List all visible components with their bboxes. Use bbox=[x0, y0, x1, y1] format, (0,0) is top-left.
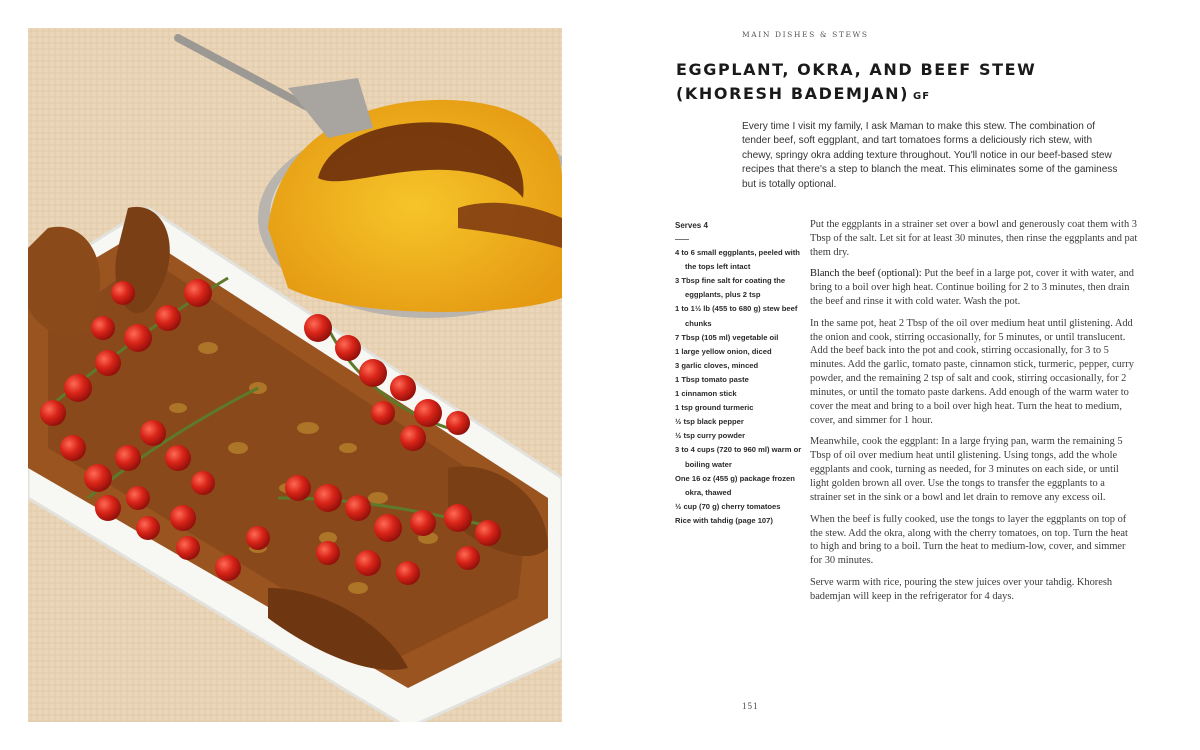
method-paragraph: Put the eggplants in a strainer set over a bowl and generously coat them with 3 Tbsp of the salt. Let sit for at least 30 minutes, then rinse the eggplants and pat them dry. bbox=[810, 219, 1138, 258]
ingredient-item: Rice with tahdig (page 107) bbox=[675, 515, 773, 525]
recipe-title bbox=[676, 58, 1146, 109]
ingredient-item: One 16 oz (455 g) package frozen okra, thawed bbox=[675, 473, 795, 497]
ingredient-item: 3 Tbsp fine salt for coating the eggplants, plus 2 tsp bbox=[675, 276, 786, 300]
recipe-title-text: EGGPLANT, OKRA, AND BEEF STEW (KHORESH BADEMJAN) bbox=[676, 60, 1037, 103]
ingredient-item: 3 to 4 cups (720 to 960 ml) warm or boiling water bbox=[675, 445, 802, 469]
food-photo bbox=[28, 28, 562, 722]
method-paragraph: In the same pot, heat 2 Tbsp of the oil over medium heat until glistening. Add the onion and cook, stirring occasionally, for 5 minutes, or until translucent. Add the beef back into the pot and cook, stirring occasionally, for 3 to 5 minutes. Add the garlic, tomato paste, cinnamon stick, turmeric, pepper, curry powder, and the remaining 2 tsp of salt and cook, stirring occasionally, for 2 minutes, or until the tomato paste darkens. Add enough of the warm water to cover the meat and bring to a boil over high heat. Turn the heat to medium, cover, and simmer for 1 hour. bbox=[810, 317, 1134, 426]
ingredient-item: 1 tsp ground turmeric bbox=[675, 403, 754, 413]
ingredient-item: 1 large yellow onion, diced bbox=[675, 346, 772, 356]
recipe-intro: Every time I visit my family, I ask Maman to make this stew. The combination of tender beef, soft eggplant, and tart tomatoes forms a deliciously rich stew, with chewy, springy okra adding texture throughout. You'll notice in our beef-based stew recipes that there's a step to blanch the meat. This eliminates some of the gaminess but is totally optional. bbox=[742, 121, 1118, 190]
ingredient-item: 1 Tbsp tomato paste bbox=[675, 374, 749, 384]
step-text: Put the beef in a large pot, cover it with water, and bring to a boil over high heat. Continue boiling for 2 to 3 minutes, then drain the beef and rinse it with cold water. Wash the pot. bbox=[810, 268, 1135, 308]
method-paragraph: When the beef is fully cooked, use the tongs to layer the eggplants on top of the stew. Add the okra, along with the cherry tomatoes, on top. Turn the heat to high and bring to a boil. Turn the heat to medium-low, cover, and simmer for 30 minutes. bbox=[810, 513, 1128, 567]
ingredient-item: 7 Tbsp (105 ml) vegetable oil bbox=[675, 332, 779, 342]
method-steps bbox=[810, 218, 1138, 611]
ingredients-list bbox=[675, 219, 805, 528]
divider bbox=[675, 239, 689, 240]
method-paragraph: Meanwhile, cook the eggplant: In a large frying pan, warm the remaining 5 Tbsp of oil over medium heat until glistening. Using tongs, add the whole eggplants and cook, turning as needed, for 3 minutes on each side, or until light golden brown all over. Use the tongs to transfer the eggplants to a strainer set in the sink or a bowl and let drain to remove any excess oil. bbox=[810, 436, 1123, 504]
page-number: 151 bbox=[742, 701, 759, 711]
ingredient-item: 1 to 1½ lb (455 to 680 g) stew beef chunks bbox=[675, 304, 798, 328]
running-head: MAIN DISHES & STEWS bbox=[742, 30, 869, 39]
stew-photo-illustration bbox=[28, 28, 562, 722]
ingredient-item: 3 garlic cloves, minced bbox=[675, 360, 759, 370]
ingredient-item: ½ tsp black pepper bbox=[675, 417, 744, 427]
step-lead: Blanch the beef (optional): bbox=[810, 268, 922, 280]
serves-label: Serves 4 bbox=[675, 221, 708, 230]
method-paragraph: Serve warm with rice, pouring the stew juices over your tahdig. Khoresh bademjan will keep in the refrigerator for 4 days. bbox=[810, 576, 1113, 602]
ingredient-item: ½ tsp curry powder bbox=[675, 431, 746, 441]
gluten-free-tag: GF bbox=[913, 91, 931, 102]
ingredient-item: 4 to 6 small eggplants, peeled with the tops left intact bbox=[675, 248, 800, 272]
method-paragraph bbox=[810, 267, 1138, 309]
ingredient-item: ½ cup (70 g) cherry tomatoes bbox=[675, 501, 781, 511]
ingredient-item: 1 cinnamon stick bbox=[675, 389, 737, 399]
